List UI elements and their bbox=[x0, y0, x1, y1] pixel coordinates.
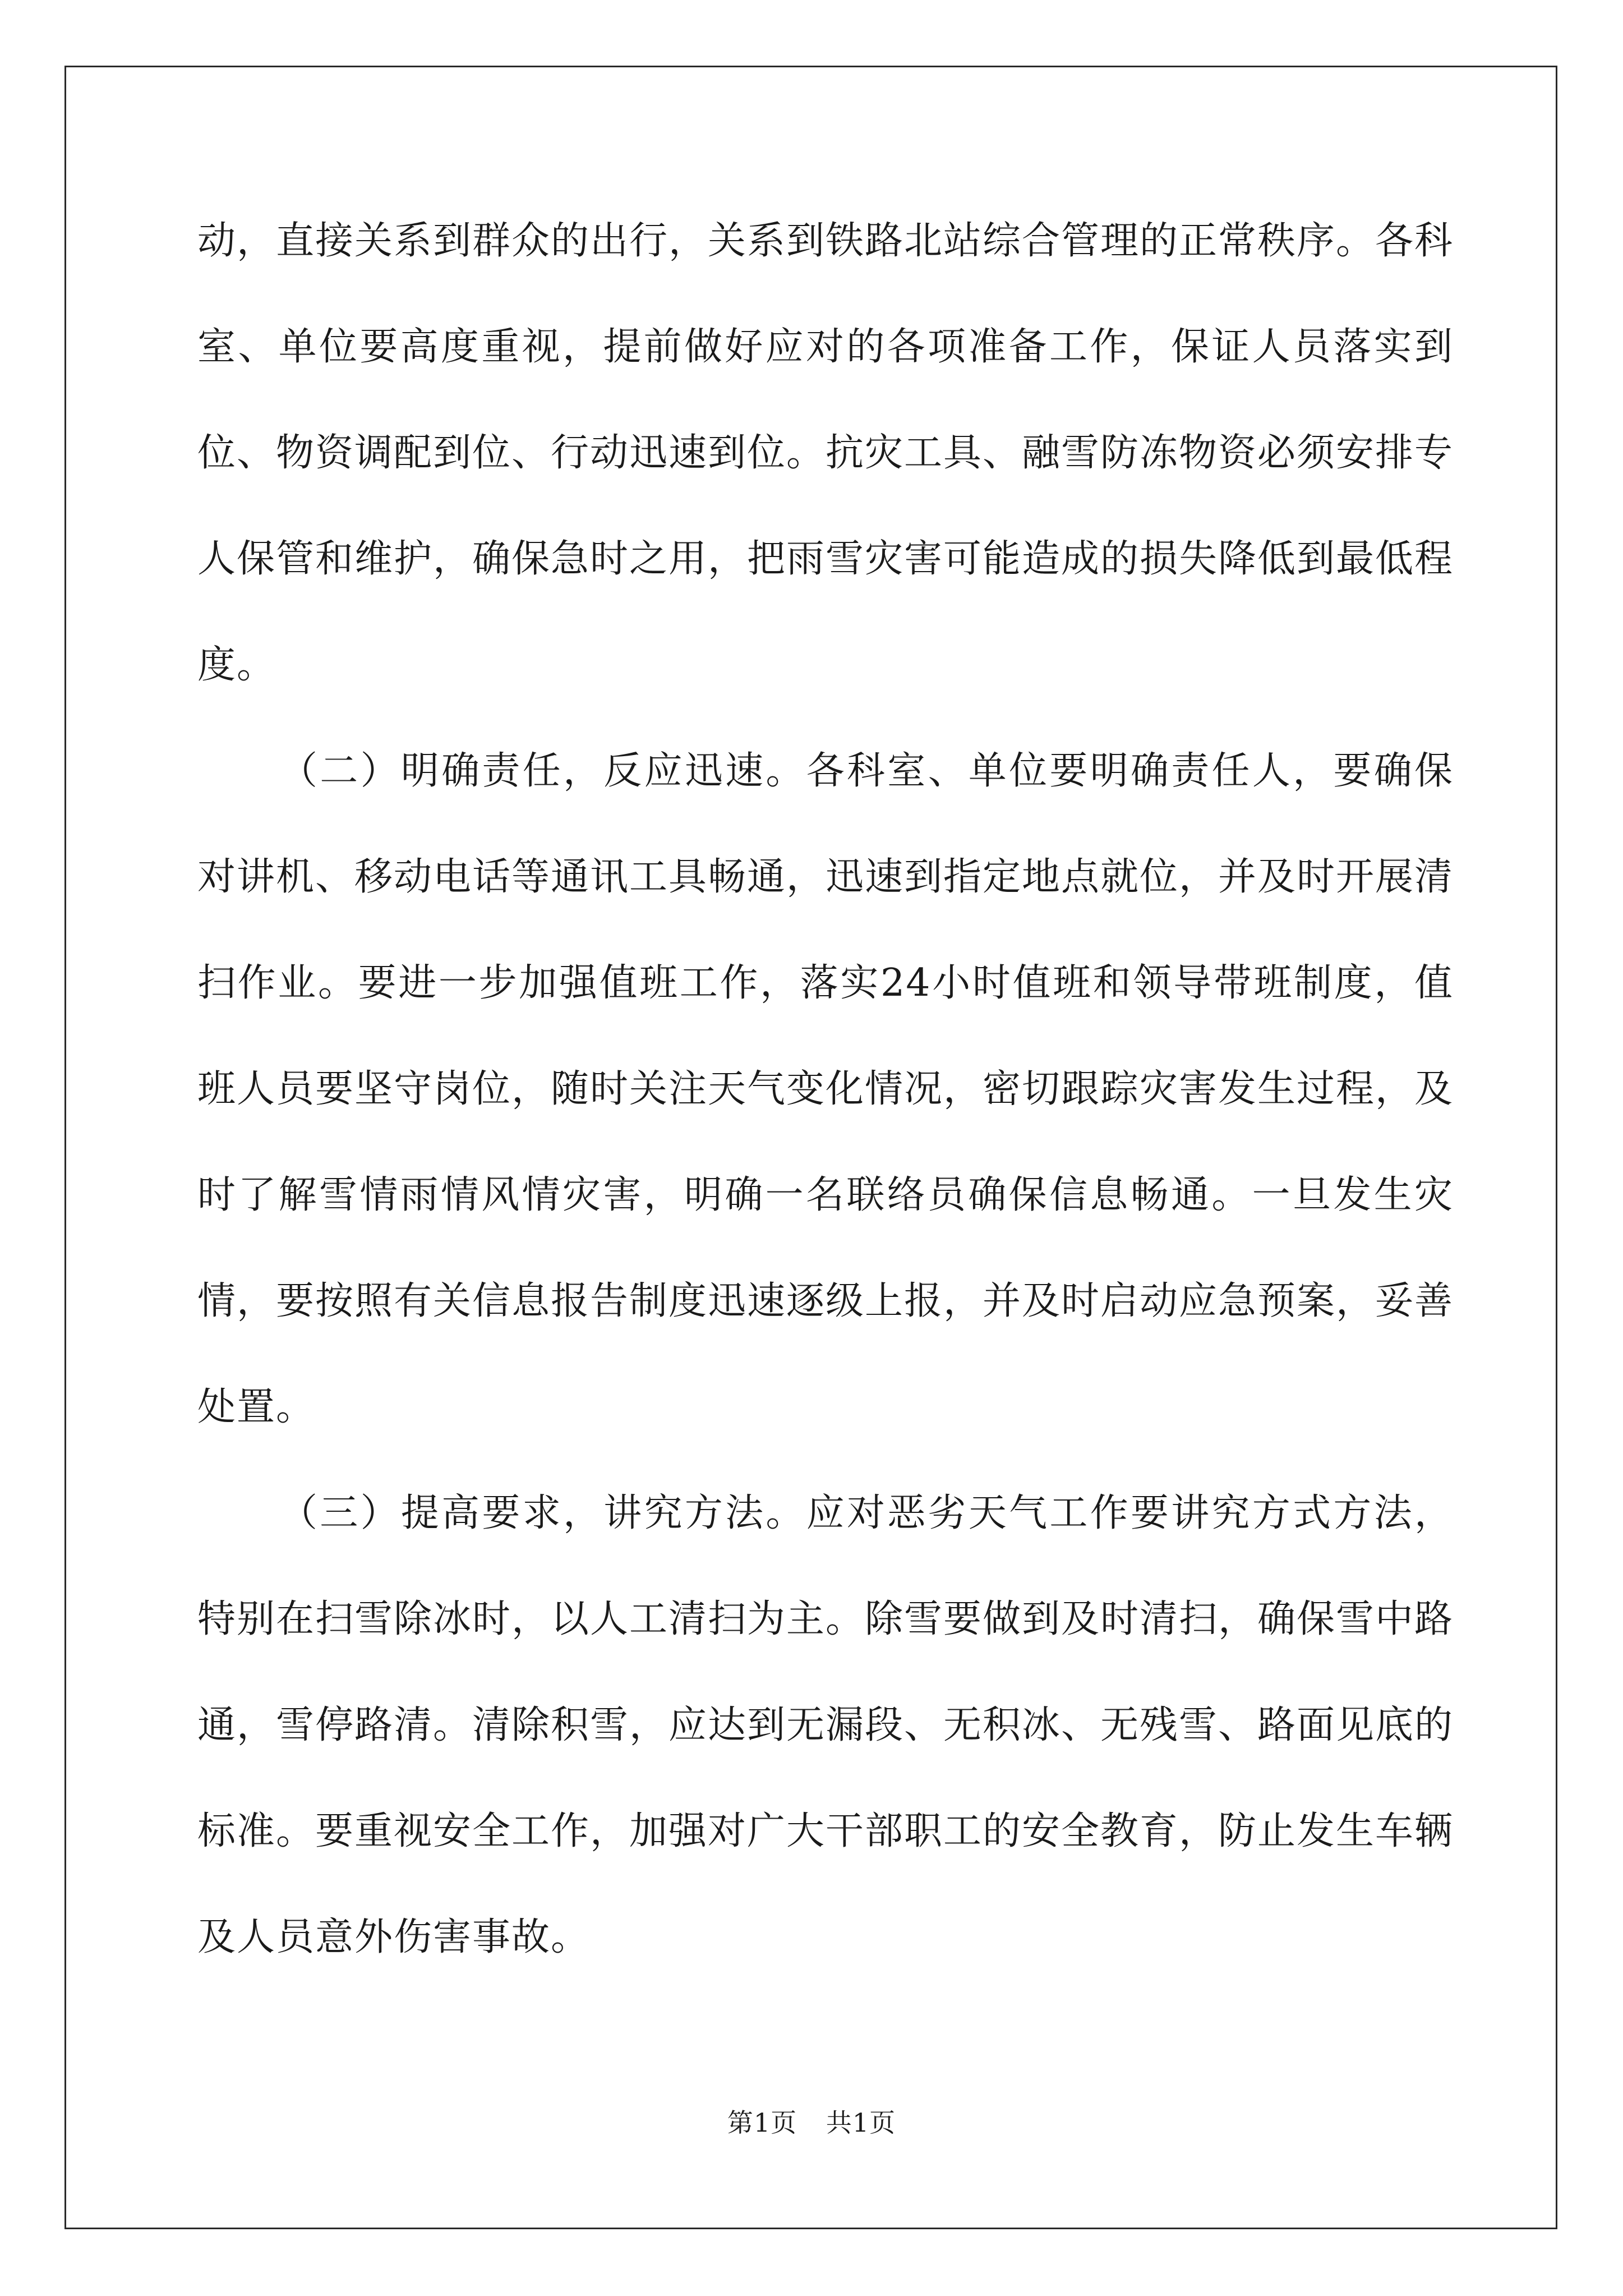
paragraph-section-2: （二）明确责任，反应迅速。各科室、单位要明确责任人，要确保对讲机、移动电话等通讯工具畅通，迅速到指定地点就位，并及时开展清扫作业。要进一步加强值班工作，落实24小时值班和领导带班制度，值班人员要坚守岗位，随时关注天气变化情况，密切跟踪灾害发生过程，及时了解雪情雨情风情灾害，明确一名联络员确保信息畅通。一旦发生灾情，要按照有关信息报告制度迅速逐级上报，并及时启动应急预案，妥善处置。 bbox=[197, 749, 1454, 1429]
page-footer bbox=[0, 2102, 1623, 2139]
paragraph-section-3: （三）提高要求，讲究方法。应对恶劣天气工作要讲究方式方法，特别在扫雪除冰时，以人工清扫为主。除雪要做到及时清扫，确保雪中路通，雪停路清。清除积雪，应达到无漏段、无积冰、无残雪、路面见底的标准。要重视安全工作，加强对广大干部职工的安全教育，防止发生车辆及人员意外伤害事故。 bbox=[197, 1491, 1454, 1959]
page-number-total: 共1页 bbox=[826, 2108, 896, 2138]
document-body bbox=[197, 210, 1454, 1990]
paragraph-continued: 动，直接关系到群众的出行，关系到铁路北站综合管理的正常秩序。各科室、单位要高度重视，提前做好应对的各项准备工作，保证人员落实到位、物资调配到位、行动迅速到位。抗灾工具、融雪防冻物资必须安排专人保管和维护，确保急时之用，把雨雪灾害可能造成的损失降低到最低程度。 bbox=[197, 219, 1454, 687]
page-number-current: 第1页 bbox=[727, 2108, 797, 2138]
